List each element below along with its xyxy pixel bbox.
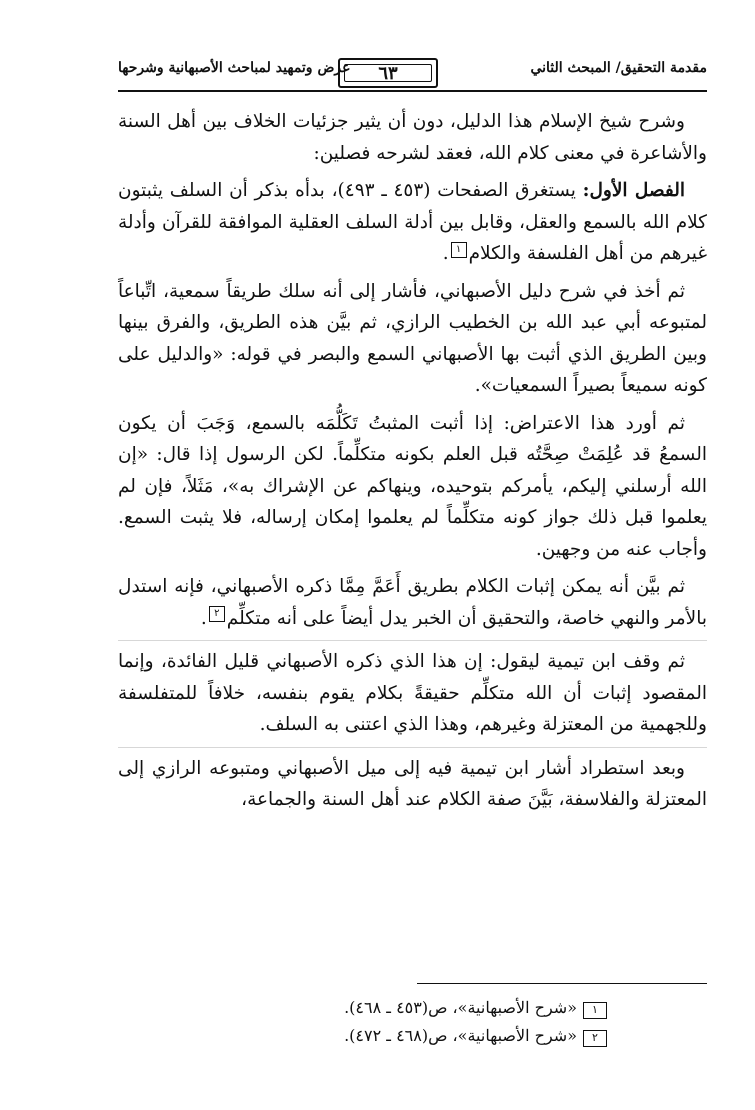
footnote: [118, 994, 707, 1022]
paragraph-tail: .: [200, 607, 207, 629]
page-number-text: ٦٣: [378, 62, 398, 84]
footnotes: [118, 994, 707, 1050]
footnote-divider: [417, 983, 707, 984]
paragraph-text: ثم وقف ابن تيمية ليقول: إن هذا الذي ذكره الأصبهاني قليل الفائدة، وإنما المقصود إثبات أن الله متكلِّم حقيقةً بكلام يقوم بنفسه، خلافاً للمتفلسفة وللجهمية من المعتزلة وغيرهم، وهذا الذي اعتنى به السلف.: [118, 651, 707, 735]
paragraph-text: ثم أورد هذا الاعتراض: إذا أثبت المثبتُ تَكَلُّمَه بالسمع، وَجَبَ أن يكون السمعُ قد عُلِمَتْ صِحَّتُه قبل العلم بكونه متكلِّماً. لكن الرسول إذا قال: «إن الله أرسلني إليكم، يأمركم بتوحيده، وينهاكم عن الإشراك به»، مَثَلاً، فإن لم يعلموا قبل ذلك جواز كونه متكلِّماً لم يعلموا إمكان إرساله، فلا يثبت السمع. وأجاب عنه من وجهين.: [118, 412, 707, 560]
paragraph: [118, 106, 707, 169]
paragraph-text: وبعد استطراد أشار ابن تيمية فيه إلى ميل الأصبهاني ومتبوعه الرازي إلى المعتزلة والفلاسفة، بَيَّنَ صفة الكلام عند أهل السنة والجماعة،: [118, 757, 707, 810]
header-section-title: مقدمة التحقيق/ المبحث الثاني: [530, 60, 707, 76]
header-chapter-title: عرض وتمهيد لمباحث الأصبهانية وشرحها: [118, 60, 351, 76]
paragraph: [118, 571, 707, 634]
footnote-number: ٢: [583, 1030, 607, 1047]
paragraph: [118, 640, 707, 741]
footnote-text: «شرح الأصبهانية»، ص(٤٥٣ ـ ٤٦٨).: [344, 998, 577, 1017]
paragraph: [118, 408, 707, 566]
paragraph: [118, 276, 707, 402]
paragraph-tail: .: [442, 243, 449, 264]
footnote: [118, 1022, 707, 1050]
footnote-reference[interactable]: ٢: [209, 606, 225, 622]
section-lead: الفصل الأول:: [582, 180, 686, 201]
header-divider: [118, 90, 707, 92]
footnote-number: ١: [583, 1002, 607, 1019]
paragraph-text: وشرح شيخ الإسلام هذا الدليل، دون أن يثير جزئيات الخلاف بين أهل السنة والأشاعرة في معنى كلام الله، فعقد لشرحه فصلين:: [118, 111, 707, 164]
main-text: [118, 106, 707, 822]
paragraph-text: ثم بيَّن أنه يمكن إثبات الكلام بطريق أَعَمَّ مِمَّا ذكره الأصبهاني، فإنه استدل بالأمر والنهي خاصة، والتحقيق أن الخبر يدل أيضاً على أنه متكلِّم: [118, 576, 707, 629]
paragraph: [118, 747, 707, 816]
page-number: [338, 58, 438, 88]
paragraph-text: يستغرق الصفحات (٤٥٣ ـ ٤٩٣)، بدأه بذكر أن السلف يثبتون كلام الله بالسمع والعقل، وقابل بين أدلة السلف العقلية الموافقة للقرآن وأدلة غيرهم من أهل الفلسفة والكلام: [118, 180, 707, 264]
paragraph-text: ثم أخذ في شرح دليل الأصبهاني، فأشار إلى أنه سلك طريقاً سمعية، اتِّباعاً لمتبوعه أبي عبد الله بن الخطيب الرازي، ثم بيَّن هذه الطريق، والفرق بينها وبين الطريق الذي أثبت بها الأصبهاني السمع والبصر في قوله: «والدليل على كونه سميعاً بصيراً السمعيات».: [118, 280, 707, 396]
footnote-text: «شرح الأصبهانية»، ص(٤٦٨ ـ ٤٧٢).: [344, 1026, 577, 1045]
paragraph: [118, 175, 707, 270]
footnote-reference[interactable]: ١: [451, 242, 467, 258]
